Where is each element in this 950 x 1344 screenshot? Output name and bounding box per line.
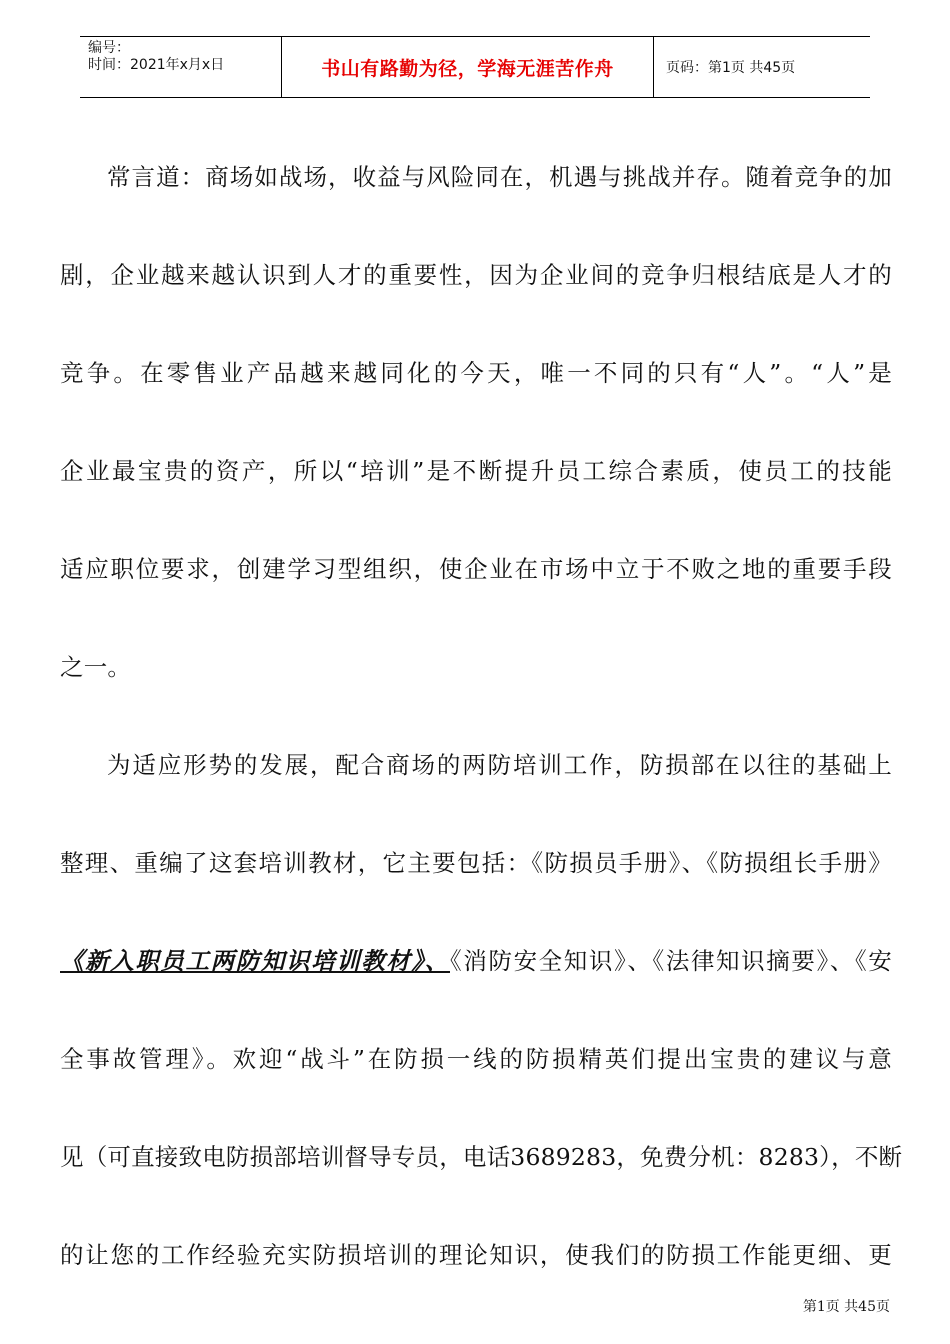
- paragraph-line: 企业最宝贵的资产，所以“培训”是不断提升员工综合素质，使员工的技能: [60, 457, 892, 485]
- paragraph-line: 剧，企业越来越认识到人才的重要性，因为企业间的竞争归根结底是人才的: [60, 261, 892, 289]
- paragraph-line: 常言道：商场如战场，收益与风险同在，机遇与挑战并存。随着竞争的加: [107, 163, 892, 191]
- paragraph-line: 为适应形势的发展，配合商场的两防培训工作，防损部在以往的基础上: [107, 751, 892, 779]
- footer-page-info: 第1页 共45页: [802, 1299, 890, 1315]
- paragraph-materials: [60, 716, 903, 1304]
- paragraph-line: 适应职位要求，创建学习型组织，使企业在市场中立于不败之地的重要手段: [60, 555, 892, 583]
- header-meta-cell: [80, 37, 282, 97]
- paragraph-line: 竞争。在零售业产品越来越同化的今天，唯一不同的只有“人”。“人”是: [60, 359, 892, 387]
- paragraph-intro: [60, 128, 892, 716]
- document-header: [80, 36, 870, 98]
- document-number-label: 编号：: [88, 40, 130, 56]
- paragraph-line: 的让您的工作经验充实防损培训的理论知识，使我们的防损工作能更细、更: [60, 1241, 892, 1269]
- training-material-link[interactable]: 《新入职员工两防知识培训教材》、: [60, 947, 450, 975]
- paragraph-line-rest: 《消防安全知识》、《法律知识摘要》、《安: [450, 947, 893, 975]
- paragraph-line: 之一。: [60, 653, 132, 681]
- header-page-info: 页码：第1页 共45页: [666, 60, 796, 76]
- paragraph-line: 见（可直接致电防损部培训督导专员，电话3689283，免费分机：8283），不断: [60, 1143, 903, 1171]
- paragraph-line: 全事故管理》。欢迎“战斗”在防损一线的防损精英们提出宝贵的建议与意: [60, 1045, 892, 1073]
- paragraph-line: 整理、重编了这套培训教材，它主要包括：《防损员手册》、《防损组长手册》: [60, 849, 892, 877]
- header-motto: 书山有路勤为径，学海无涯苦作舟: [282, 37, 654, 97]
- document-body: [60, 128, 903, 1304]
- paragraph-line: [60, 912, 892, 1010]
- document-date-label: 时间：2021年x月x日: [88, 57, 225, 73]
